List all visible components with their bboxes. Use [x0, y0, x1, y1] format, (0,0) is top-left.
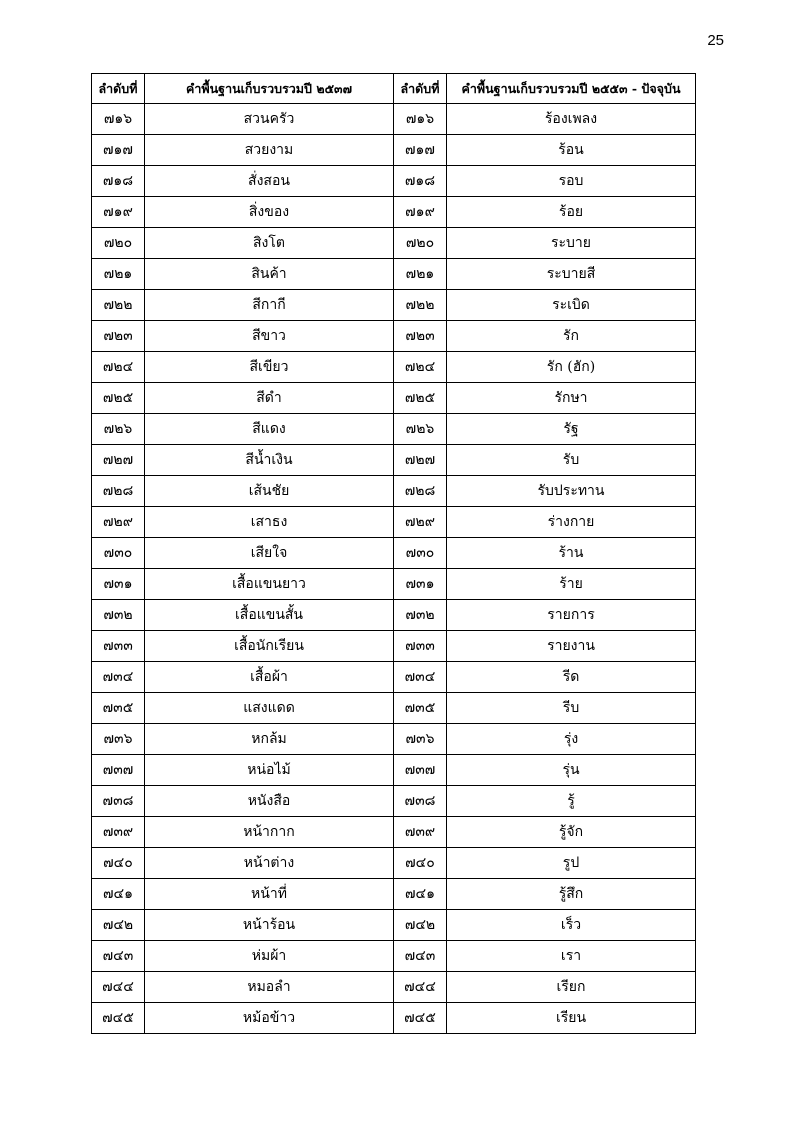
table-row [92, 104, 696, 135]
order-cell: ๗๓๑ [92, 569, 145, 600]
word-2537-cell: สีแดง [145, 414, 394, 445]
word-2553-cell: รู้สึก [447, 879, 696, 910]
order-cell: ๗๒๑ [92, 259, 145, 290]
word-2553-cell: ร้าย [447, 569, 696, 600]
table-row [92, 507, 696, 538]
word-2537-cell: สีดำ [145, 383, 394, 414]
word-2537-cell: สวนครัว [145, 104, 394, 135]
order-cell: ๗๓๙ [92, 817, 145, 848]
table-row [92, 228, 696, 259]
table-row [92, 445, 696, 476]
word-2553-cell: ระบาย [447, 228, 696, 259]
table-row [92, 941, 696, 972]
order-cell: ๗๔๑ [394, 879, 447, 910]
order-cell: ๗๔๔ [92, 972, 145, 1003]
word-2537-cell: หน้าต่าง [145, 848, 394, 879]
word-2537-cell: สีกากี [145, 290, 394, 321]
word-2537-cell: สวยงาม [145, 135, 394, 166]
word-2553-cell: รีบ [447, 693, 696, 724]
header-row [92, 74, 696, 104]
word-2553-cell: เรียก [447, 972, 696, 1003]
order-cell: ๗๒๙ [394, 507, 447, 538]
table-row [92, 693, 696, 724]
word-2553-cell: เรียน [447, 1003, 696, 1034]
order-cell: ๗๒๗ [394, 445, 447, 476]
word-2537-cell: เสื้อแขนสั้น [145, 600, 394, 631]
order-cell: ๗๒๘ [92, 476, 145, 507]
order-cell: ๗๑๗ [394, 135, 447, 166]
word-2553-cell: ร้อน [447, 135, 696, 166]
word-2537-cell: สิงโต [145, 228, 394, 259]
table-row [92, 259, 696, 290]
order-cell: ๗๔๔ [394, 972, 447, 1003]
table-row [92, 910, 696, 941]
word-2553-cell: รุ่ง [447, 724, 696, 755]
order-cell: ๗๒๒ [394, 290, 447, 321]
table-row [92, 817, 696, 848]
word-2553-cell: รับประทาน [447, 476, 696, 507]
order-cell: ๗๒๖ [394, 414, 447, 445]
word-2553-cell: ร้าน [447, 538, 696, 569]
word-2553-cell: รอบ [447, 166, 696, 197]
order-cell: ๗๓๙ [394, 817, 447, 848]
order-cell: ๗๒๓ [92, 321, 145, 352]
order-cell: ๗๓๒ [394, 600, 447, 631]
order-cell: ๗๒๒ [92, 290, 145, 321]
word-2537-cell: แสงแดด [145, 693, 394, 724]
table-row [92, 538, 696, 569]
order-cell: ๗๔๕ [394, 1003, 447, 1034]
header-order-1: ลำดับที่ [92, 74, 145, 104]
order-cell: ๗๓๖ [92, 724, 145, 755]
order-cell: ๗๓๑ [394, 569, 447, 600]
order-cell: ๗๒๙ [92, 507, 145, 538]
order-cell: ๗๓๕ [92, 693, 145, 724]
table-row [92, 879, 696, 910]
order-cell: ๗๔๒ [394, 910, 447, 941]
table-row [92, 662, 696, 693]
order-cell: ๗๔๑ [92, 879, 145, 910]
order-cell: ๗๔๕ [92, 1003, 145, 1034]
page-number: 25 [707, 32, 724, 49]
order-cell: ๗๒๓ [394, 321, 447, 352]
word-2537-cell: หมอลำ [145, 972, 394, 1003]
word-2537-cell: สั่งสอน [145, 166, 394, 197]
order-cell: ๗๒๖ [92, 414, 145, 445]
order-cell: ๗๒๐ [394, 228, 447, 259]
word-2537-cell: เสื้อแขนยาว [145, 569, 394, 600]
order-cell: ๗๔๓ [394, 941, 447, 972]
order-cell: ๗๑๗ [92, 135, 145, 166]
word-2553-cell: เรา [447, 941, 696, 972]
order-cell: ๗๒๕ [394, 383, 447, 414]
header-words-2537: คำพื้นฐานเก็บรวบรวมปี ๒๕๓๗ [145, 74, 394, 104]
word-2537-cell: ห่มผ้า [145, 941, 394, 972]
word-2553-cell: ระบายสี [447, 259, 696, 290]
order-cell: ๗๓๖ [394, 724, 447, 755]
header-words-2553: คำพื้นฐานเก็บรวบรวมปี ๒๕๕๓ - ปัจจุบัน [447, 74, 696, 104]
order-cell: ๗๔๒ [92, 910, 145, 941]
order-cell: ๗๓๒ [92, 600, 145, 631]
word-2537-cell: สีเขียว [145, 352, 394, 383]
order-cell: ๗๓๐ [92, 538, 145, 569]
order-cell: ๗๒๘ [394, 476, 447, 507]
word-2553-cell: รายการ [447, 600, 696, 631]
table-row [92, 755, 696, 786]
table-header [92, 74, 696, 104]
word-2553-cell: ร่างกาย [447, 507, 696, 538]
word-2537-cell: หน่อไม้ [145, 755, 394, 786]
order-cell: ๗๓๘ [92, 786, 145, 817]
table-row [92, 786, 696, 817]
table-row [92, 972, 696, 1003]
word-2537-cell: เส้นชัย [145, 476, 394, 507]
order-cell: ๗๓๓ [394, 631, 447, 662]
word-2553-cell: รู้จัก [447, 817, 696, 848]
word-2537-cell: หน้าที่ [145, 879, 394, 910]
order-cell: ๗๑๙ [92, 197, 145, 228]
order-cell: ๗๒๐ [92, 228, 145, 259]
word-2553-cell: ระเบิด [447, 290, 696, 321]
word-2537-cell: หกล้ม [145, 724, 394, 755]
word-2553-cell: รูป [447, 848, 696, 879]
word-2537-cell: หน้าร้อน [145, 910, 394, 941]
table-row [92, 600, 696, 631]
order-cell: ๗๓๕ [394, 693, 447, 724]
word-2537-cell: สีน้ำเงิน [145, 445, 394, 476]
order-cell: ๗๒๗ [92, 445, 145, 476]
table-row [92, 724, 696, 755]
order-cell: ๗๓๗ [92, 755, 145, 786]
word-2553-cell: รับ [447, 445, 696, 476]
word-2553-cell: รักษา [447, 383, 696, 414]
table-body [92, 104, 696, 1034]
word-2537-cell: เสื้อนักเรียน [145, 631, 394, 662]
word-2537-cell: สิ่งของ [145, 197, 394, 228]
word-2537-cell: สีขาว [145, 321, 394, 352]
word-2537-cell: เสาธง [145, 507, 394, 538]
order-cell: ๗๔๓ [92, 941, 145, 972]
order-cell: ๗๑๖ [92, 104, 145, 135]
table-row [92, 848, 696, 879]
word-2537-cell: หนังสือ [145, 786, 394, 817]
word-2553-cell: รัฐ [447, 414, 696, 445]
order-cell: ๗๒๔ [394, 352, 447, 383]
word-2537-cell: เสื้อผ้า [145, 662, 394, 693]
table-row [92, 290, 696, 321]
order-cell: ๗๒๔ [92, 352, 145, 383]
order-cell: ๗๓๔ [92, 662, 145, 693]
order-cell: ๗๒๕ [92, 383, 145, 414]
order-cell: ๗๓๘ [394, 786, 447, 817]
word-2537-cell: สินค้า [145, 259, 394, 290]
order-cell: ๗๑๖ [394, 104, 447, 135]
order-cell: ๗๓๗ [394, 755, 447, 786]
table-row [92, 321, 696, 352]
table-row [92, 1003, 696, 1034]
header-order-2: ลำดับที่ [394, 74, 447, 104]
word-2553-cell: รู้ [447, 786, 696, 817]
word-2553-cell: รายงาน [447, 631, 696, 662]
word-2553-cell: เร็ว [447, 910, 696, 941]
table-row [92, 352, 696, 383]
order-cell: ๗๑๘ [394, 166, 447, 197]
word-2537-cell: เสียใจ [145, 538, 394, 569]
word-2553-cell: รัก [447, 321, 696, 352]
order-cell: ๗๔๐ [394, 848, 447, 879]
word-2537-cell: หม้อข้าว [145, 1003, 394, 1034]
table-row [92, 166, 696, 197]
order-cell: ๗๔๐ [92, 848, 145, 879]
table-row [92, 135, 696, 166]
word-2537-cell: หน้ากาก [145, 817, 394, 848]
word-2553-cell: รัก (ฮัก) [447, 352, 696, 383]
order-cell: ๗๓๐ [394, 538, 447, 569]
word-2553-cell: ร้องเพลง [447, 104, 696, 135]
table-row [92, 569, 696, 600]
order-cell: ๗๓๔ [394, 662, 447, 693]
order-cell: ๗๒๑ [394, 259, 447, 290]
order-cell: ๗๓๓ [92, 631, 145, 662]
word-2553-cell: ร้อย [447, 197, 696, 228]
order-cell: ๗๑๙ [394, 197, 447, 228]
table-row [92, 631, 696, 662]
word-2553-cell: รีด [447, 662, 696, 693]
table-row [92, 197, 696, 228]
word-2553-cell: รุ่น [447, 755, 696, 786]
word-table [91, 73, 696, 1034]
table-row [92, 383, 696, 414]
order-cell: ๗๑๘ [92, 166, 145, 197]
table-row [92, 476, 696, 507]
table-row [92, 414, 696, 445]
